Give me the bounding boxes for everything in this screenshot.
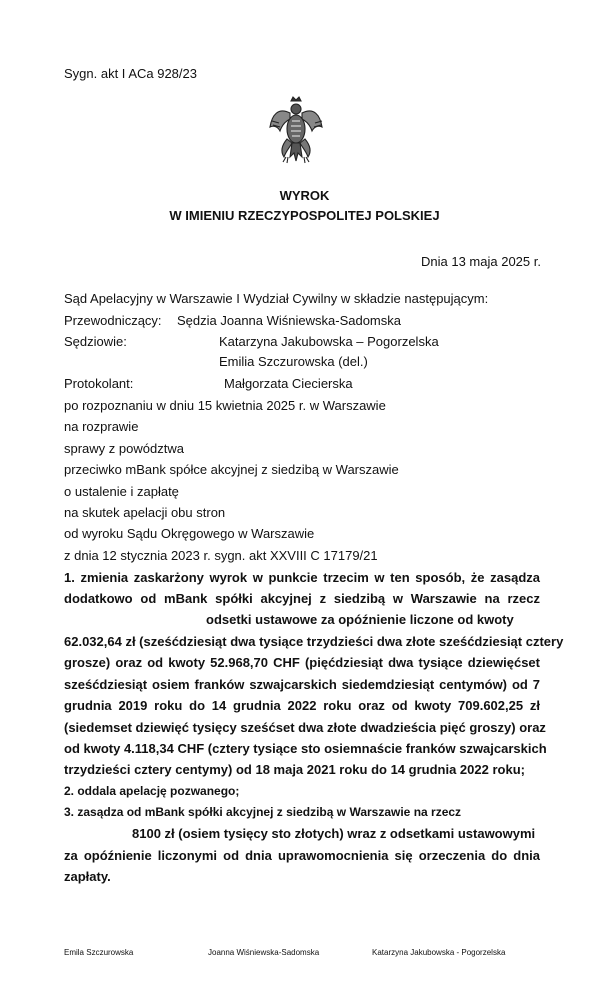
ruling-point-3-line: zapłaty. (64, 869, 111, 884)
document-title: WYROK (279, 188, 330, 203)
ruling-point-2: 2. oddala apelację pozwanego; (64, 784, 240, 798)
proceedings-line: na skutek apelacji obu stron (64, 505, 226, 520)
case-signature: Sygn. akt I ACa 928/23 (64, 66, 197, 81)
proceedings-line: od wyroku Sądu Okręgowego w Warszawie (64, 526, 315, 541)
proceedings-line: o ustalenie i zapłatę (64, 484, 179, 499)
ruling-point-1-line: (siedemset dziewięć tysięcy sześćset dwa złote dwadzieścia pięć groszy) oraz (64, 720, 546, 735)
ruling-point-1-line: grudnia 2019 roku do 14 grudnia 2022 roku oraz od kwoty 709.602,25 zł (64, 698, 540, 713)
proceedings-line: po rozpoznaniu w dniu 15 kwietnia 2025 r. w Warszawie (64, 398, 386, 413)
ruling-point-1-line: dodatkowo od mBank spółki akcyjnej z siedzibą w Warszawie na rzecz (64, 591, 540, 606)
signature-joanna: Joanna Wiśniewska-Sadomska (208, 948, 320, 957)
ruling-point-3-line: 3. zasądza od mBank spółki akcyjnej z siedzibą w Warszawie na rzecz (64, 805, 462, 819)
judges-label: Sędziowie: (64, 334, 127, 349)
presiding-judge: Sędzia Joanna Wiśniewska-Sadomska (177, 313, 401, 328)
judge-2: Emilia Szczurowska (del.) (219, 354, 368, 369)
ruling-point-1-line: odsetki ustawowe za opóźnienie liczone od kwoty (206, 612, 514, 627)
presiding-label: Przewodniczący: (64, 313, 162, 328)
proceedings-line: na rozprawie (64, 419, 139, 434)
ruling-point-1-line: trzydzieści cztery centymy) od 18 maja 2021 roku do 14 grudnia 2022 roku; (64, 762, 525, 777)
ruling-point-3-line: 8100 zł (osiem tysięcy sto złotych) wraz z odsetkami ustawowymi (132, 826, 536, 841)
judge-1: Katarzyna Jakubowska – Pogorzelska (219, 334, 439, 349)
clerk-label: Protokolant: (64, 376, 134, 391)
clerk-name: Małgorzata Ciecierska (224, 376, 353, 391)
ruling-point-1-line: grosze) oraz od kwoty 52.968,70 CHF (pięćdziesiąt dwa tysiące dziewięćset (64, 655, 540, 670)
proceedings-line: sprawy z powództwa (64, 441, 184, 456)
ruling-point-1-line: od kwoty 4.118,34 CHF (cztery tysiące sto osiemnaście franków szwajcarskich (64, 741, 547, 756)
ruling-point-1-line: 1. zmienia zaskarżony wyrok w punkcie trzecim w ten sposób, że zasądza (64, 570, 540, 585)
ruling-point-1-line: sześćdziesiąt osiem franków szwajcarskich siedemdziesiąt centymów) od 7 (64, 677, 540, 692)
proceedings-line: przeciwko mBank spółce akcyjnej z siedzibą w Warszawie (64, 462, 399, 477)
judgment-date: Dnia 13 maja 2025 r. (421, 254, 541, 269)
ruling-point-1-line: 62.032,64 zł (sześćdziesiąt dwa tysiące trzydzieści dwa złote sześćdziesiąt cztery (64, 634, 564, 649)
ruling-point-3-line: za opóźnienie liczonymi od dnia uprawomocnienia się orzeczenia do dnia (64, 848, 540, 863)
eagle-emblem-icon (268, 95, 324, 169)
signature-katarzyna: Katarzyna Jakubowska - Pogorzelska (372, 948, 506, 957)
proceedings-line: z dnia 12 stycznia 2023 r. sygn. akt XXVIII C 17179/21 (64, 548, 378, 563)
document-subtitle: W IMIENIU RZECZYPOSPOLITEJ POLSKIEJ (169, 208, 440, 223)
signature-emilia: Emila Szczurowska (64, 948, 134, 957)
court-composition: Sąd Apelacyjny w Warszawie I Wydział Cywilny w składzie następującym: (64, 291, 489, 306)
